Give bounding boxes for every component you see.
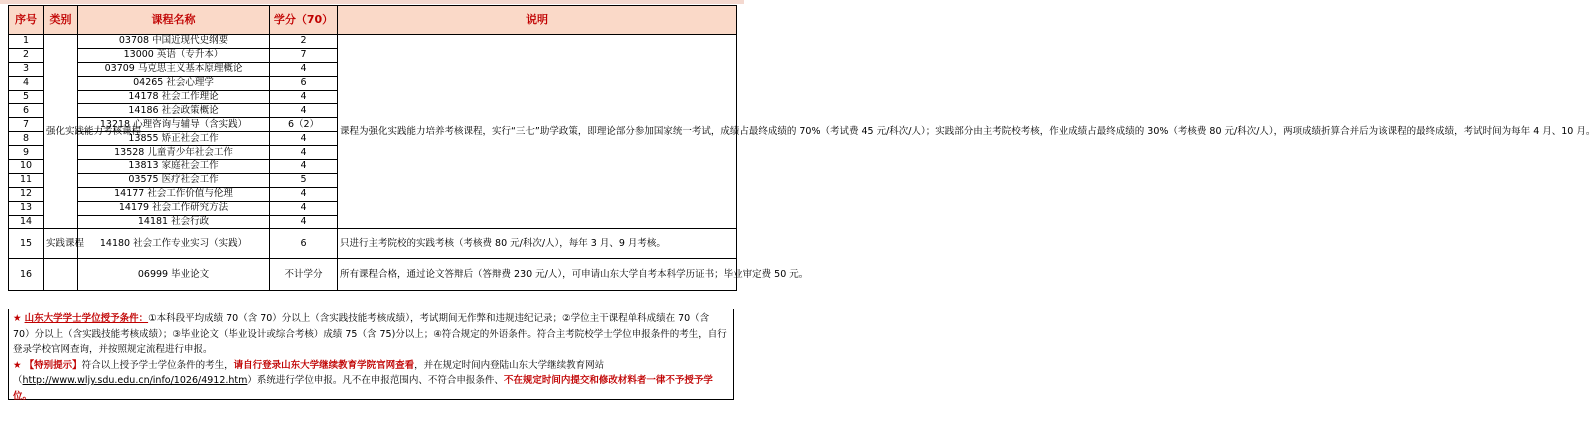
row-seq: 2 xyxy=(9,48,44,62)
row-credit: 4 xyxy=(270,201,338,215)
thesis-category-empty xyxy=(44,259,78,291)
row-credit: 6（2） xyxy=(270,118,338,132)
row-credit: 4 xyxy=(270,132,338,146)
row-seq: 16 xyxy=(9,259,44,291)
special-red-text-2: 不在规定时间内提交和修改材料者一律不予授予学位。 xyxy=(13,375,713,402)
row-seq: 4 xyxy=(9,76,44,90)
row-course: 03709 马克思主义基本原理概论 xyxy=(78,62,270,76)
row-seq: 11 xyxy=(9,173,44,187)
table-row xyxy=(9,35,737,49)
star-icon: ★ xyxy=(13,313,22,324)
row-credit: 7 xyxy=(270,48,338,62)
row-course: 14177 社会工作价值与伦理 xyxy=(78,187,270,201)
row-course: 13218 心理咨询与辅导（含实践） xyxy=(78,118,270,132)
row-seq: 15 xyxy=(9,229,44,259)
row-credit: 4 xyxy=(270,90,338,104)
row-credit: 4 xyxy=(270,62,338,76)
row-course: 13528 儿童青少年社会工作 xyxy=(78,146,270,160)
row-seq: 3 xyxy=(9,62,44,76)
application-link[interactable]: http://www.wljy.sdu.edu.cn/info/1026/4912.htm xyxy=(22,375,248,386)
degree-title: 山东大学学士学位授予条件： xyxy=(24,313,149,324)
thesis-note: 所有课程合格，通过论文答辩后（答辩费 230 元/人），可申请山东大学自考本科学历证书；毕业审定费 50 元。 xyxy=(338,259,737,291)
header-seq: 序号 xyxy=(9,6,44,35)
degree-conditions xyxy=(13,311,729,358)
row-credit: 6 xyxy=(270,76,338,90)
row-seq: 9 xyxy=(9,146,44,160)
row-seq: 8 xyxy=(9,132,44,146)
row-seq: 1 xyxy=(9,35,44,49)
row-credit: 不计学分 xyxy=(270,259,338,291)
row-course: 14180 社会工作专业实习（实践） xyxy=(78,229,270,259)
row-course: 14179 社会工作研究方法 xyxy=(78,201,270,215)
table-row-thesis xyxy=(9,259,737,291)
special-text-1: 符合以上授予学士学位条件的考生， xyxy=(81,359,234,371)
header-category: 类别 xyxy=(44,6,78,35)
row-credit: 4 xyxy=(270,104,338,118)
header-row xyxy=(9,6,737,35)
special-notice xyxy=(13,358,729,405)
row-course: 14178 社会工作理论 xyxy=(78,90,270,104)
row-seq: 6 xyxy=(9,104,44,118)
special-text-3: ）系统进行学位申报。凡不在申报范围内、不符合申报条件、 xyxy=(247,375,504,386)
header-course-name: 课程名称 xyxy=(78,6,270,35)
row-seq: 13 xyxy=(9,201,44,215)
row-course: 13855 矫正社会工作 xyxy=(78,132,270,146)
row-credit: 4 xyxy=(270,160,338,174)
degree-text: ①本科段平均成绩 70（含 70）分以上（含实践技能考核成绩），考试期间无作弊和违规违纪记录；②学位主干课程单科成绩在 70（含 70）分以上（含实践技能考核成绩）；③毕业论文（毕业设计或综合考核）成绩 75（含 75)分以上；④符合规定的外语条件。符合主考院校学士学位申报条件的考生，自行登录学校官网查询，并按照规定流程进行申报。 xyxy=(13,313,727,355)
practice-category: 实践课程 xyxy=(44,229,78,259)
row-credit: 4 xyxy=(270,187,338,201)
row-credit: 4 xyxy=(270,146,338,160)
group1-category: 强化实践能力考核课程 xyxy=(44,35,78,229)
row-course: 14186 社会政策概论 xyxy=(78,104,270,118)
row-credit: 4 xyxy=(270,215,338,229)
practice-note: 只进行主考院校的实践考核（考核费 80 元/科次/人），每年 3 月、9 月考核。 xyxy=(338,229,737,259)
row-credit: 5 xyxy=(270,173,338,187)
group1-note: 课程为强化实践能力培养考核课程，实行“三七”助学政策，即理论部分参加国家统一考试，成绩占最终成绩的 70%（考试费 45 元/科次/人）；实践部分由主考院校考核，作业成绩占最终成绩的 30%（考核费 80 元/科次/人），两项成绩折算合并后为该课程的最终成绩，考试时间为每年 4 月、10 月。 xyxy=(338,35,737,229)
row-seq: 7 xyxy=(9,118,44,132)
header-note: 说明 xyxy=(338,6,737,35)
row-seq: 12 xyxy=(9,187,44,201)
row-course: 13000 英语（专升本） xyxy=(78,48,270,62)
row-course: 03708 中国近现代史纲要 xyxy=(78,35,270,49)
row-course: 04265 社会心理学 xyxy=(78,76,270,90)
row-credit: 2 xyxy=(270,35,338,49)
row-course: 06999 毕业论文 xyxy=(78,259,270,291)
special-title: 【特别提示】 xyxy=(24,359,82,371)
course-table xyxy=(8,5,1595,291)
row-seq: 14 xyxy=(9,215,44,229)
row-seq: 10 xyxy=(9,160,44,174)
footer-notes xyxy=(8,309,734,400)
row-course: 13813 家庭社会工作 xyxy=(78,160,270,174)
header-credits: 学分（70） xyxy=(270,6,338,35)
row-course: 14181 社会行政 xyxy=(78,215,270,229)
special-text-2: ，并在规定时间内登陆山东大学继续教育网站（ xyxy=(13,359,605,386)
row-credit: 6 xyxy=(270,229,338,259)
top-cropped-banner xyxy=(0,0,744,4)
star-icon: ★ xyxy=(13,359,22,371)
row-seq: 5 xyxy=(9,90,44,104)
table-row-practice xyxy=(9,229,737,259)
row-course: 03575 医疗社会工作 xyxy=(78,173,270,187)
special-red-text: 请自行登录山东大学继续教育学院官网查看 xyxy=(233,359,415,371)
